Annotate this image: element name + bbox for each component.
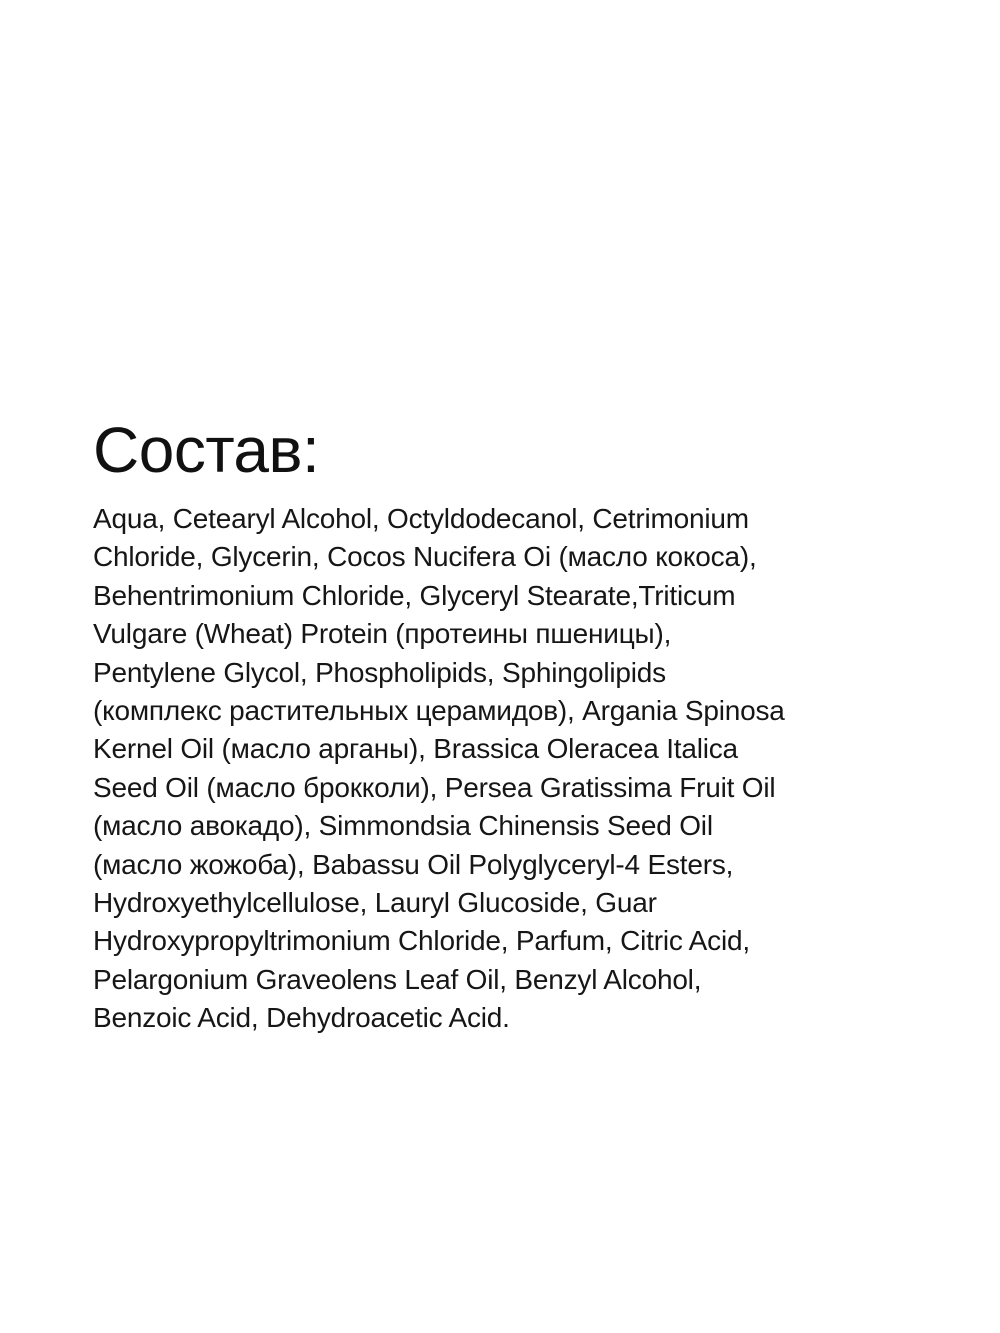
composition-section (93, 412, 953, 1038)
ingredients-line: Hydroxyethylcellulose, Lauryl Glucoside, Guar (93, 887, 657, 919)
ingredients-line: Benzoic Acid, Dehydroacetic Acid. (93, 1002, 510, 1034)
ingredients-line: Hydroxypropyltrimonium Chloride, Parfum, Citric Acid, (93, 925, 750, 957)
ingredients-line: Pelargonium Graveolens Leaf Oil, Benzyl Alcohol, (93, 963, 702, 995)
ingredients-line: Kernel Oil (масло арганы), Brassica Oleracea Italica (93, 733, 738, 765)
ingredients-line: Chloride, Glycerin, Cocos Nucifera Oi (масло кокоса), (93, 541, 757, 573)
ingredients-list (93, 500, 953, 1038)
ingredients-line: Pentylene Glycol, Phospholipids, Sphingolipids (93, 656, 666, 688)
page-title: Состав: (93, 414, 320, 486)
ingredients-line: Aqua, Cetearyl Alcohol, Octyldodecanol, Cetrimonium (93, 503, 749, 534)
ingredients-line: Behentrimonium Chloride, Glyceryl Stearate,Triticum (93, 579, 736, 611)
ingredients-line: Vulgare (Wheat) Protein (протеины пшеницы), (93, 618, 672, 650)
ingredients-line: (комплекс растительных церамидов), Argania Spinosa (93, 695, 785, 727)
ingredients-line: (масло жожоба), Babassu Oil Polyglyceryl-4 Esters, (93, 848, 734, 880)
ingredients-line: Seed Oil (масло брокколи), Persea Gratissima Fruit Oil (93, 771, 776, 803)
ingredients-line: (масло авокадо), Simmondsia Chinensis Seed Oil (93, 810, 713, 842)
